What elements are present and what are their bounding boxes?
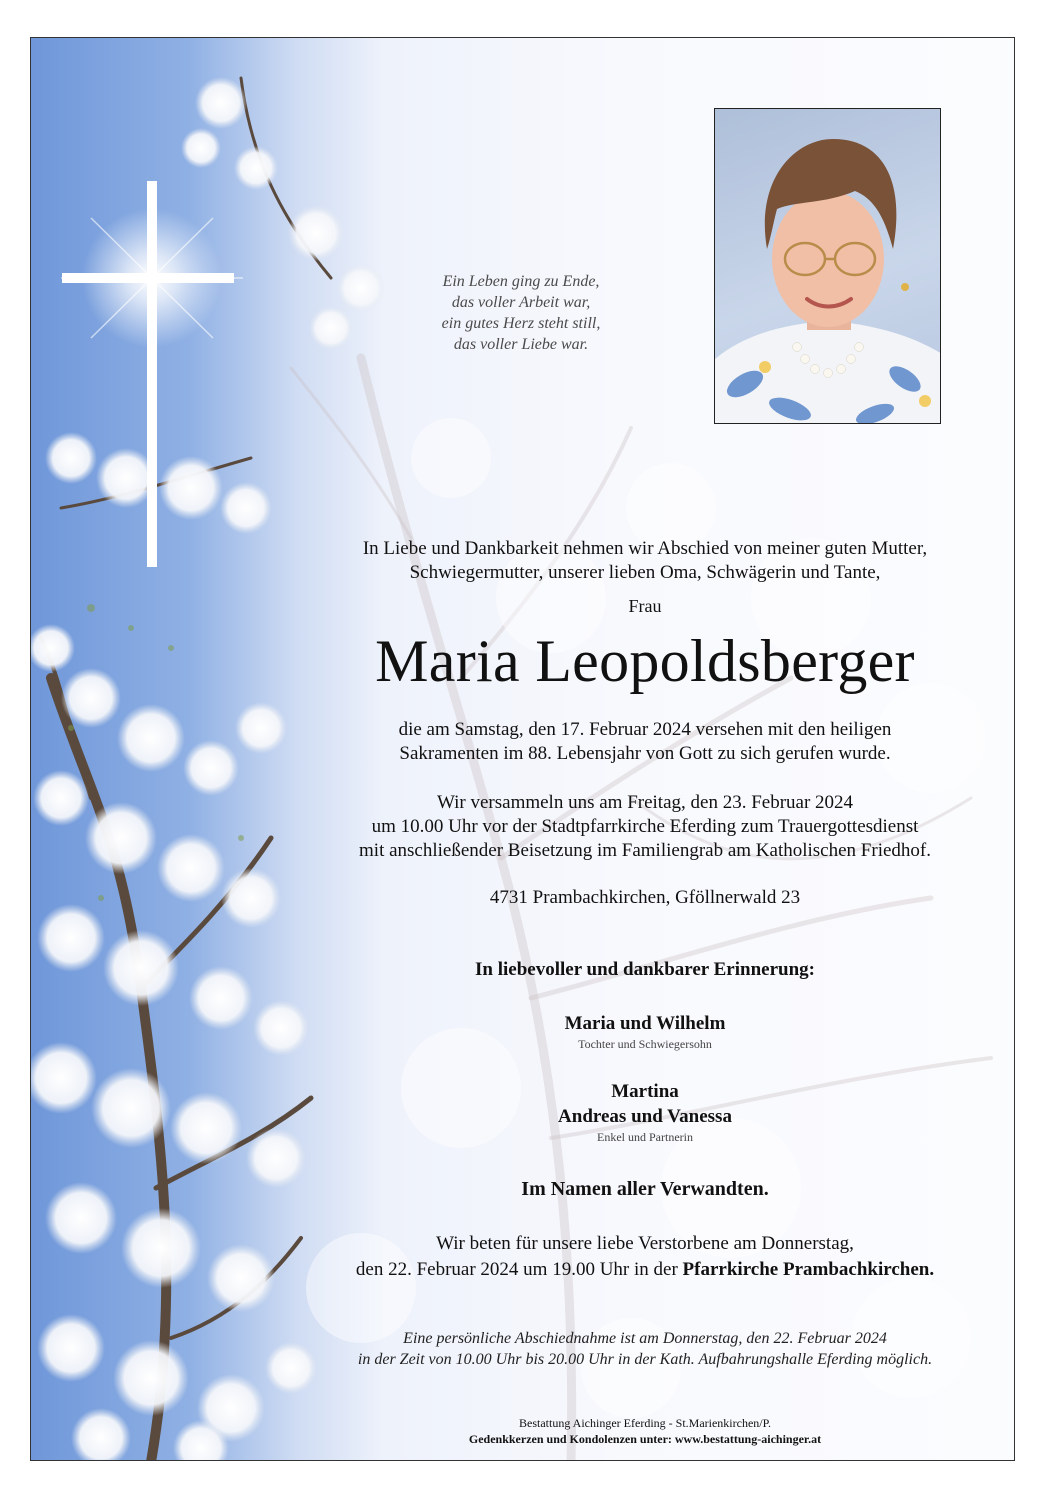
- funeral-line-2: um 10.00 Uhr vor der Stadtpfarrkirche Eferding zum Trauergottesdienst: [371, 816, 919, 837]
- prayer-church: Pfarrkirche Prambachkirchen.: [682, 1259, 935, 1280]
- funeral-details: [263, 791, 1015, 863]
- obituary-card: [30, 37, 1015, 1461]
- mourner-relation: Tochter und Schwiegersohn: [578, 1037, 712, 1051]
- death-notice-line-2: Sakramenten im 88. Lebensjahr von Gott zu sich gerufen wurde.: [399, 743, 891, 764]
- footer-funeral-home: Bestattung Aichinger Eferding - St.Marienkirchen/P.: [519, 1416, 771, 1430]
- all-relatives: Im Namen aller Verwandten.: [521, 1178, 769, 1200]
- prayer-line-2: [263, 1257, 1015, 1283]
- intro-text: [263, 537, 1015, 585]
- mourner-name: Andreas und Vanessa: [558, 1106, 732, 1127]
- mourner-group-2: [263, 1079, 1015, 1145]
- deceased-name: Maria Leopoldsberger: [375, 628, 915, 694]
- portrait-photo: [714, 108, 941, 424]
- mourner-name: Martina: [611, 1081, 679, 1102]
- intro-line-1: In Liebe und Dankbarkeit nehmen wir Abschied von meiner guten Mutter,: [362, 538, 928, 559]
- death-notice: [263, 718, 1015, 766]
- portrait-image: [715, 109, 941, 424]
- funeral-line-3: mit anschließender Beisetzung im Familiengrab am Katholischen Friedhof.: [359, 840, 931, 861]
- mourners-heading: In liebevoller und dankbarer Erinnerung:: [475, 959, 815, 980]
- mourner-name: Maria und Wilhelm: [564, 1013, 726, 1034]
- poem-line: Ein Leben ging zu Ende,: [442, 273, 600, 290]
- prayer-line-2-text: den 22. Februar 2024 um 19.00 Uhr in der: [355, 1259, 683, 1280]
- cross-icon: [61, 181, 243, 567]
- death-notice-line-1: die am Samstag, den 17. Februar 2024 versehen mit den heiligen: [398, 719, 892, 740]
- prayer-line-1: Wir beten für unsere liebe Verstorbene am Donnerstag,: [436, 1233, 854, 1254]
- intro-line-2: Schwiegermutter, unserer lieben Oma, Schwägerin und Tante,: [409, 562, 881, 583]
- memorial-poem: [386, 271, 656, 355]
- poem-line: ein gutes Herz steht still,: [441, 315, 601, 332]
- footer-condolences: Gedenkkerzen und Kondolenzen unter: www.bestattung-aichinger.at: [468, 1432, 822, 1446]
- funeral-line-1: Wir versammeln uns am Freitag, den 23. Februar 2024: [436, 792, 854, 813]
- farewell-line-2: in der Zeit von 10.00 Uhr bis 20.00 Uhr in der Kath. Aufbahrungshalle Eferding möglich.: [357, 1351, 933, 1368]
- poem-line: das voller Liebe war.: [453, 336, 589, 353]
- farewell-line-1: Eine persönliche Abschiednahme ist am Donnerstag, den 22. Februar 2024: [403, 1330, 887, 1347]
- farewell-notice: [263, 1328, 1015, 1370]
- salutation: Frau: [628, 596, 662, 616]
- mourner-relation: Enkel und Partnerin: [597, 1130, 693, 1144]
- footer: [263, 1415, 1015, 1447]
- prayer-notice: [263, 1231, 1015, 1283]
- mourner-group-1: [263, 1011, 1015, 1052]
- address: 4731 Prambachkirchen, Gföllnerwald 23: [489, 887, 801, 908]
- poem-line: das voller Arbeit war,: [451, 294, 591, 311]
